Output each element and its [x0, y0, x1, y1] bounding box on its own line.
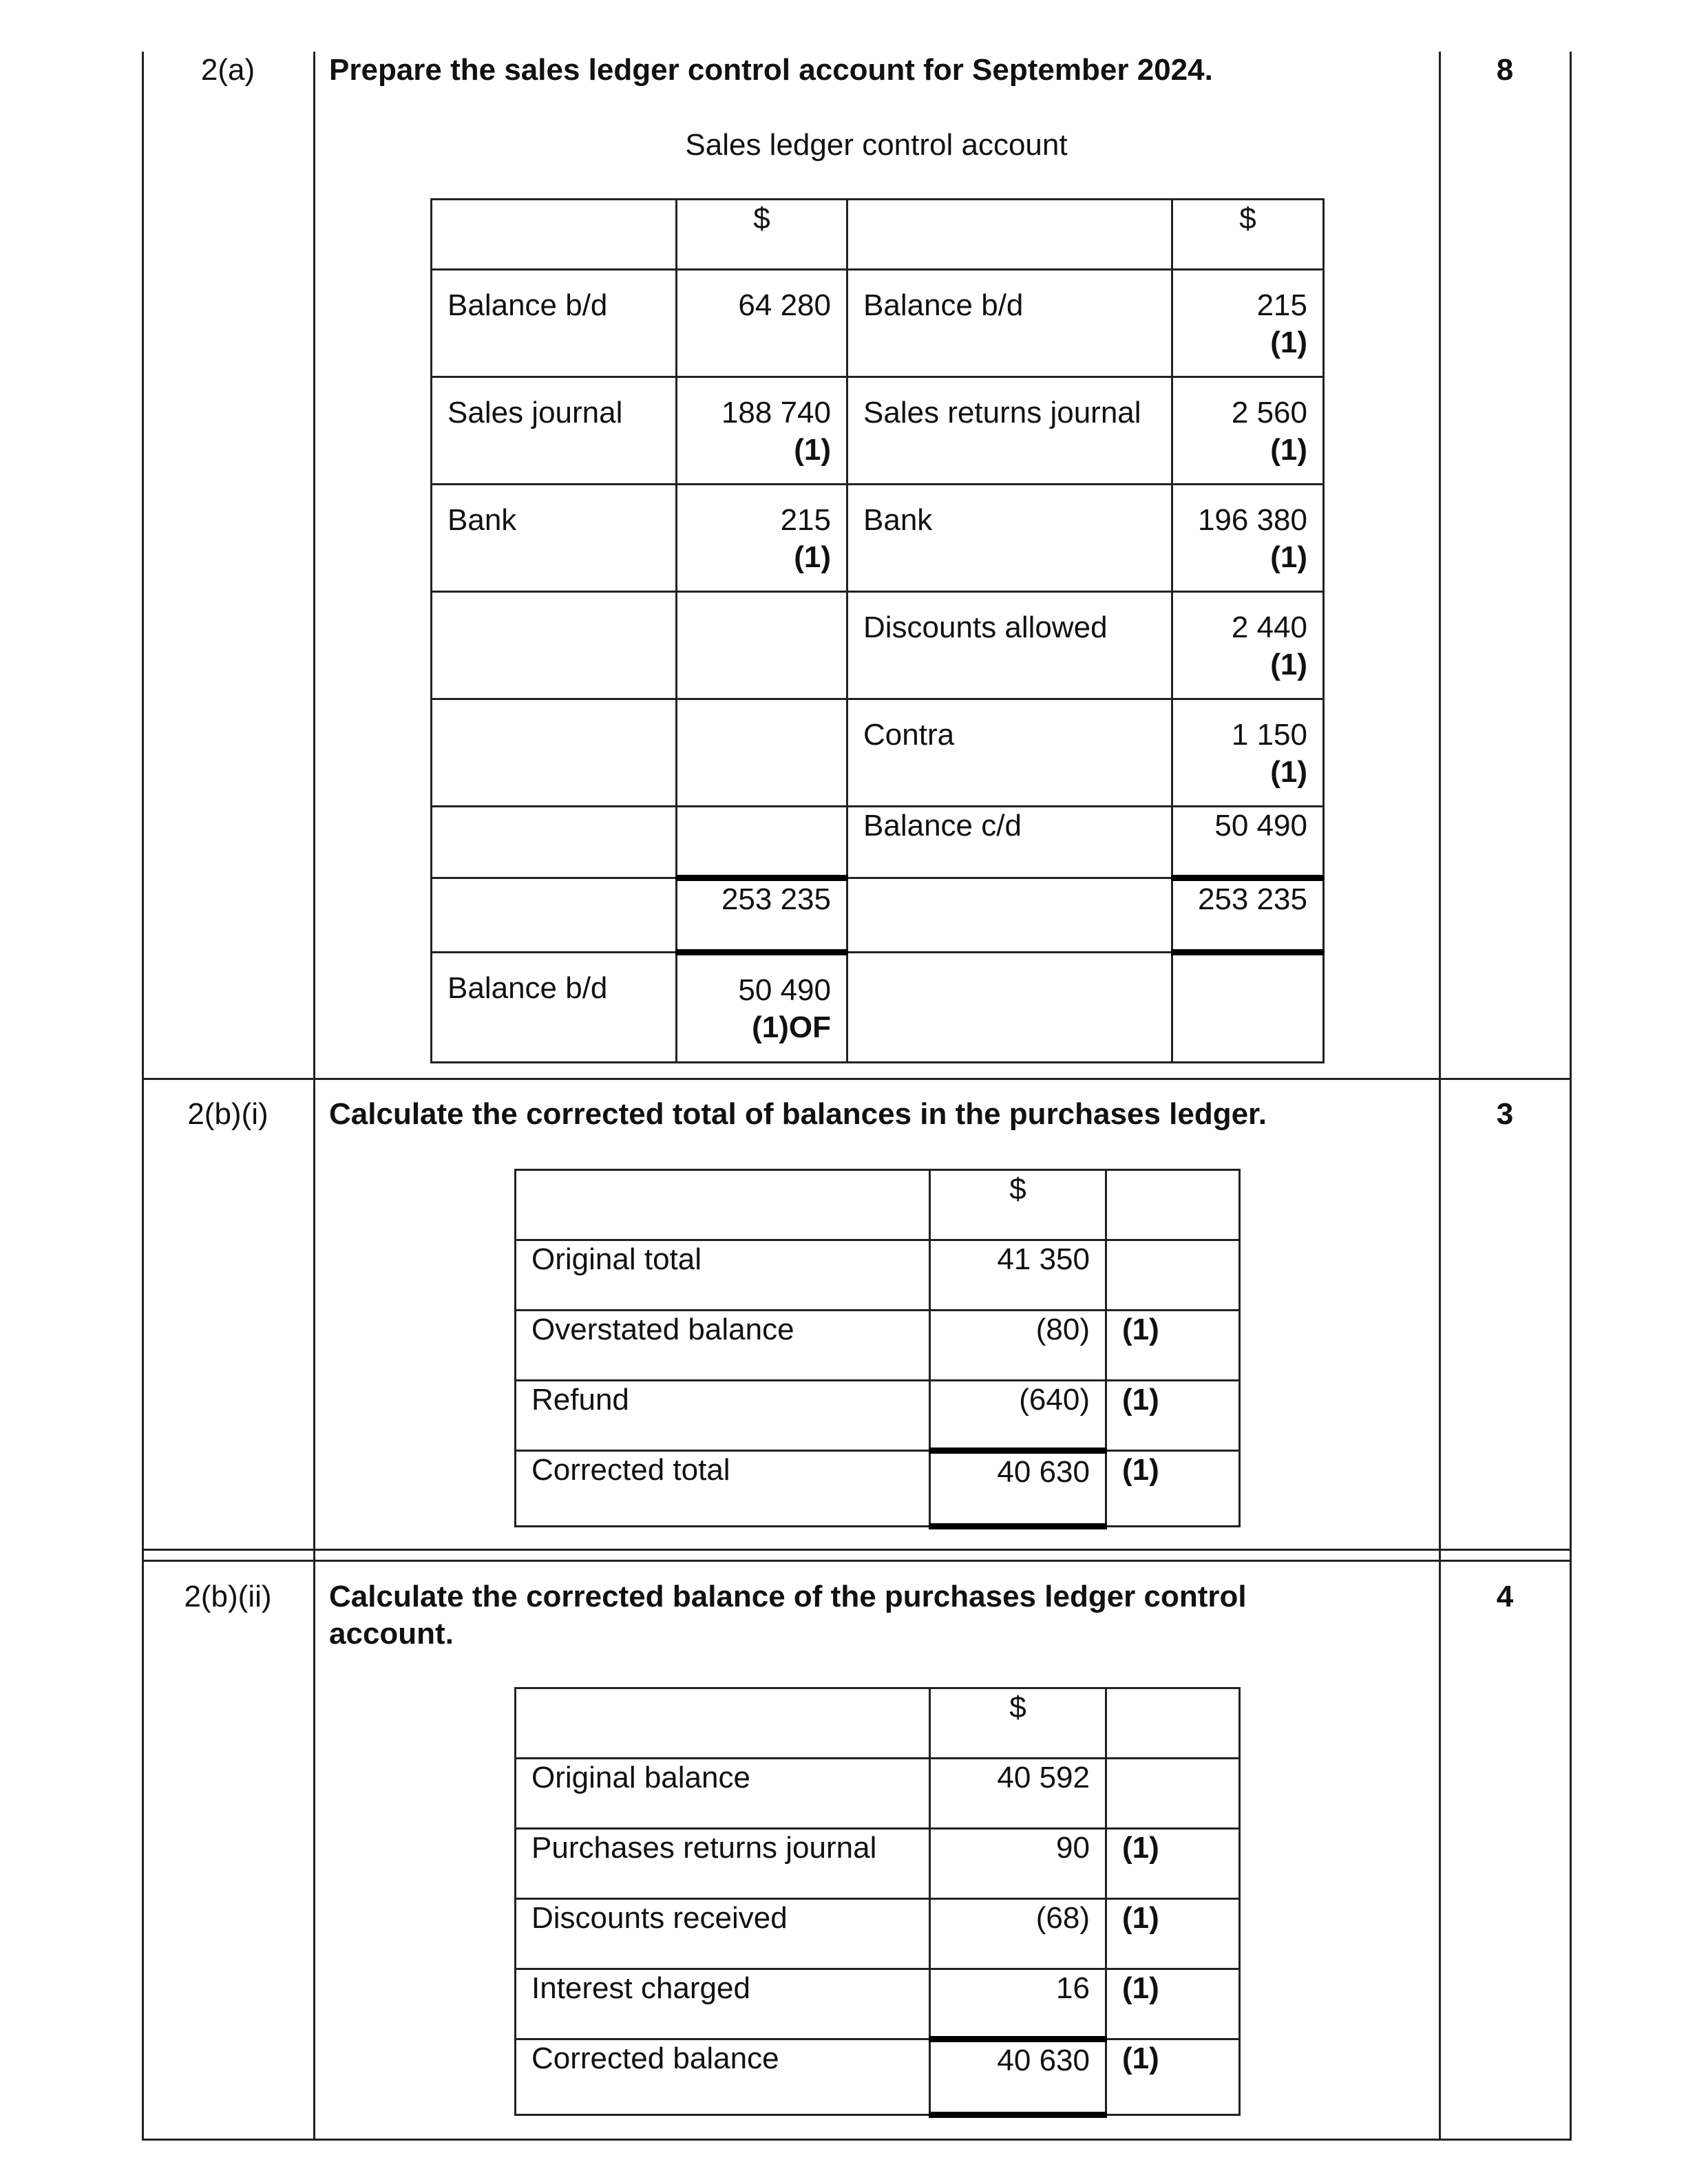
row-label: Discounts received: [516, 1899, 930, 1969]
row-divider-2bi-2bii-a: [142, 1549, 1572, 1551]
purchases-ledger-total-table: [514, 1169, 1241, 1529]
row-label: Original balance: [516, 1759, 930, 1829]
ledger-row: [432, 485, 1324, 592]
amount: 2 440: [1231, 611, 1307, 644]
debit-label: Bank: [432, 485, 677, 592]
ledger-row: [432, 377, 1324, 485]
table-row: [516, 1311, 1240, 1381]
row-mark: (1): [1106, 1381, 1240, 1451]
header-blank: [516, 1688, 930, 1759]
row-label: Original total: [516, 1240, 930, 1311]
ledger-debit-currency: $: [677, 200, 847, 270]
total-mark: (1): [1106, 2039, 1240, 2115]
credit-value: [1172, 270, 1324, 377]
table-row: [516, 1969, 1240, 2039]
ledger-header-blank: [847, 200, 1172, 270]
question-text-2bi: Calculate the corrected total of balances in the purchases ledger.: [329, 1097, 1267, 1131]
marks-2a: 8: [1496, 53, 1514, 87]
frame-qnum-divider: [313, 52, 315, 2141]
frame-marks-divider: [1439, 52, 1441, 2141]
ledger-row: [432, 592, 1324, 699]
credit-value: [1172, 807, 1324, 878]
question-text-2bii-line2: account.: [329, 1617, 454, 1651]
credit-value: [1172, 699, 1324, 807]
mark: (1): [1270, 326, 1307, 359]
total-debit: 253 235: [677, 878, 847, 953]
ledger-final-row: [432, 953, 1324, 1063]
final-balance-label: Balance b/d: [432, 953, 677, 1063]
ledger-credit-currency: $: [1172, 200, 1324, 270]
debit-value: [677, 485, 847, 592]
marks-2bii: 4: [1496, 1580, 1514, 1613]
amount: 1 150: [1231, 718, 1307, 752]
final-blank: [847, 953, 1172, 1063]
debit-label: [432, 699, 677, 807]
credit-label: Bank: [847, 485, 1172, 592]
purchases-ledger-control-balance-table: [514, 1687, 1241, 2118]
question-text-2bii-line1: Calculate the corrected balance of the purchases ledger control: [329, 1580, 1247, 1613]
debit-label: Sales journal: [432, 377, 677, 485]
ledger-row: [432, 270, 1324, 377]
amount: 50 490: [738, 973, 831, 1007]
currency-header: $: [930, 1688, 1106, 1759]
final-blank: [1172, 953, 1324, 1063]
credit-label: Contra: [847, 699, 1172, 807]
row-value: 40 592: [930, 1759, 1106, 1829]
debit-label: [432, 807, 677, 878]
mark: (1): [794, 540, 831, 574]
table-row: [516, 1899, 1240, 1969]
account-title: Sales ledger control account: [685, 128, 1068, 162]
header-blank: [516, 1170, 930, 1240]
debit-value: [677, 270, 847, 377]
mark: (1)OF: [752, 1010, 831, 1044]
row-value: (80): [930, 1311, 1106, 1381]
row-mark: (1): [1106, 1311, 1240, 1381]
credit-value: [1172, 592, 1324, 699]
amount: 215: [1256, 288, 1307, 322]
total-credit: 253 235: [1172, 878, 1324, 953]
amount: 64 280: [738, 288, 831, 322]
ledger-total-row: [432, 878, 1324, 953]
credit-value: [1172, 377, 1324, 485]
total-label-blank: [432, 878, 677, 953]
frame-left-border: [142, 52, 144, 2141]
row-value: (68): [930, 1899, 1106, 1969]
row-value: (640): [930, 1381, 1106, 1451]
mark: (1): [1270, 755, 1307, 789]
credit-value: [1172, 485, 1324, 592]
amount: 50 490: [1214, 809, 1307, 842]
credit-label: Discounts allowed: [847, 592, 1172, 699]
total-value: 40 630: [930, 1451, 1106, 1527]
question-number-2bi: 2(b)(i): [187, 1097, 268, 1131]
row-value: 90: [930, 1829, 1106, 1899]
amount: 196 380: [1197, 503, 1307, 537]
debit-label: [432, 592, 677, 699]
row-label: Refund: [516, 1381, 930, 1451]
amount: 188 740: [721, 396, 831, 430]
ledger-header-row: [432, 200, 1324, 270]
question-number-2a: 2(a): [200, 53, 255, 87]
row-divider-2bi-2bii-b: [142, 1560, 1572, 1562]
total-mark: (1): [1106, 1451, 1240, 1527]
currency-header: $: [930, 1170, 1106, 1240]
frame-bottom-border: [142, 2139, 1572, 2141]
table-row: [516, 1759, 1240, 1829]
credit-label: Sales returns journal: [847, 377, 1172, 485]
table-row: [516, 1829, 1240, 1899]
sales-ledger-control-account-table: [430, 198, 1325, 1063]
row-mark: [1106, 1759, 1240, 1829]
mark: (1): [1270, 540, 1307, 574]
marks-2bi: 3: [1496, 1097, 1514, 1131]
row-value: 41 350: [930, 1240, 1106, 1311]
mark: (1): [1270, 648, 1307, 681]
mark: (1): [1270, 433, 1307, 467]
row-mark: (1): [1106, 1829, 1240, 1899]
row-value: 16: [930, 1969, 1106, 2039]
header-blank: [1106, 1688, 1240, 1759]
total-label-blank: [847, 878, 1172, 953]
credit-label: Balance b/d: [847, 270, 1172, 377]
table-total-row: [516, 1451, 1240, 1527]
table-header-row: [516, 1170, 1240, 1240]
question-number-2bii: 2(b)(ii): [184, 1580, 272, 1613]
row-mark: [1106, 1240, 1240, 1311]
row-divider-2a-2bi: [142, 1078, 1572, 1080]
amount: 215: [780, 503, 831, 537]
table-header-row: [516, 1688, 1240, 1759]
row-label: Interest charged: [516, 1969, 930, 2039]
question-text-2a: Prepare the sales ledger control account for September 2024.: [329, 53, 1213, 87]
ledger-header-blank: [432, 200, 677, 270]
header-blank: [1106, 1170, 1240, 1240]
row-label: Overstated balance: [516, 1311, 930, 1381]
debit-value: [677, 377, 847, 485]
debit-value: [677, 807, 847, 878]
table-row: [516, 1240, 1240, 1311]
total-label: Corrected balance: [516, 2039, 930, 2115]
total-label: Corrected total: [516, 1451, 930, 1527]
row-mark: (1): [1106, 1899, 1240, 1969]
row-label: Purchases returns journal: [516, 1829, 930, 1899]
table-row: [516, 1381, 1240, 1451]
row-mark: (1): [1106, 1969, 1240, 2039]
ledger-row: [432, 699, 1324, 807]
frame-right-border: [1570, 52, 1572, 2141]
debit-value: [677, 699, 847, 807]
mark: (1): [794, 433, 831, 467]
question-text-2bii: [329, 1578, 1431, 1653]
credit-label: Balance c/d: [847, 807, 1172, 878]
final-balance-value: [677, 953, 847, 1063]
total-value: 40 630: [930, 2039, 1106, 2115]
debit-label: Balance b/d: [432, 270, 677, 377]
ledger-row: [432, 807, 1324, 878]
amount: 2 560: [1231, 396, 1307, 430]
table-total-row: [516, 2039, 1240, 2115]
debit-value: [677, 592, 847, 699]
